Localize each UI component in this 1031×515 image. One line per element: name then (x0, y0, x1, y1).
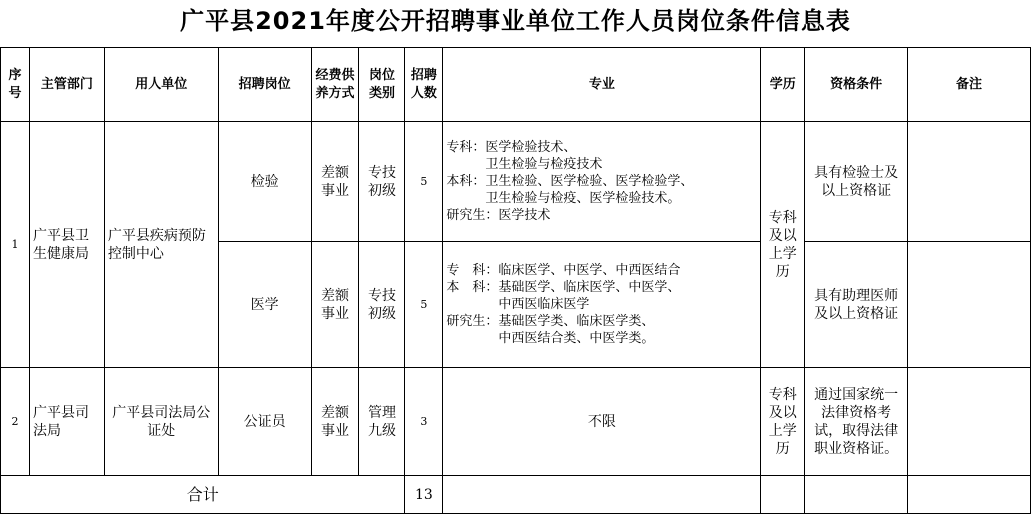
qualification-cell: 具有检验士及以上资格证 (805, 122, 908, 242)
major-line: 卫生检验与检疫、医学检验技术。 (446, 191, 681, 206)
category-cell: 专技初级 (359, 242, 405, 368)
header-funding: 经费供养方式 (311, 48, 359, 122)
major-line: 本 科：基础医学、临床医学、中医学、 (446, 280, 681, 295)
header-count: 招聘人数 (405, 48, 443, 122)
header-qualification: 资格条件 (805, 48, 908, 122)
total-empty (805, 476, 908, 514)
major-cell (443, 122, 761, 242)
header-seq: 序号 (1, 48, 30, 122)
table-row (1, 368, 1031, 476)
major-line: 中西医结合类、中医学类。 (446, 331, 655, 346)
remarks-cell (908, 242, 1031, 368)
total-empty (908, 476, 1031, 514)
header-dept: 主管部门 (29, 48, 104, 122)
qualification-cell: 通过国家统一法律资格考试，取得法律职业资格证。 (805, 368, 908, 476)
education-cell: 专科及以上学历 (761, 122, 805, 368)
post-cell: 公证员 (218, 368, 311, 476)
count-cell: 3 (405, 368, 443, 476)
count-cell: 5 (405, 242, 443, 368)
header-unit: 用人单位 (104, 48, 218, 122)
total-empty (761, 476, 805, 514)
major-cell: 不限 (443, 368, 761, 476)
header-remarks: 备注 (908, 48, 1031, 122)
major-line: 本科：卫生检验、医学检验、医学检验学、 (446, 174, 694, 189)
major-line: 中西医临床医学 (446, 297, 590, 312)
page-title: 广平县2021年度公开招聘事业单位工作人员岗位条件信息表 (180, 7, 851, 35)
table-row (1, 122, 1031, 242)
header-category: 岗位类别 (359, 48, 405, 122)
category-cell: 管理九级 (359, 368, 405, 476)
major-line: 研究生：基础医学类、临床医学类、 (446, 314, 655, 329)
header-education: 学历 (761, 48, 805, 122)
seq-cell: 2 (1, 368, 30, 476)
major-line: 研究生：医学技术 (446, 208, 551, 223)
category-cell: 专技初级 (359, 122, 405, 242)
header-post: 招聘岗位 (218, 48, 311, 122)
major-line: 卫生检验与检疫技术 (446, 157, 603, 172)
total-count: 13 (405, 476, 443, 514)
total-empty (443, 476, 761, 514)
header-row (1, 48, 1031, 122)
remarks-cell (908, 368, 1031, 476)
total-label: 合计 (1, 476, 405, 514)
positions-table (0, 47, 1031, 514)
header-major: 专业 (443, 48, 761, 122)
funding-cell: 差额事业 (311, 242, 359, 368)
funding-cell: 差额事业 (311, 368, 359, 476)
funding-cell: 差额事业 (311, 122, 359, 242)
dept-cell: 广平县司法局 (29, 368, 104, 476)
post-cell: 医学 (218, 242, 311, 368)
seq-cell: 1 (1, 122, 30, 368)
unit-cell: 广平县疾病预防控制中心 (104, 122, 218, 368)
total-row (1, 476, 1031, 514)
unit-cell: 广平县司法局公证处 (104, 368, 218, 476)
major-cell (443, 242, 761, 368)
qualification-cell: 具有助理医师及以上资格证 (805, 242, 908, 368)
count-cell: 5 (405, 122, 443, 242)
dept-cell: 广平县卫生健康局 (29, 122, 104, 368)
major-line: 专科：医学检验技术、 (446, 140, 577, 155)
post-cell: 检验 (218, 122, 311, 242)
major-line: 专 科：临床医学、中医学、中西医结合 (446, 263, 681, 278)
education-cell: 专科及以上学历 (761, 368, 805, 476)
remarks-cell (908, 122, 1031, 242)
